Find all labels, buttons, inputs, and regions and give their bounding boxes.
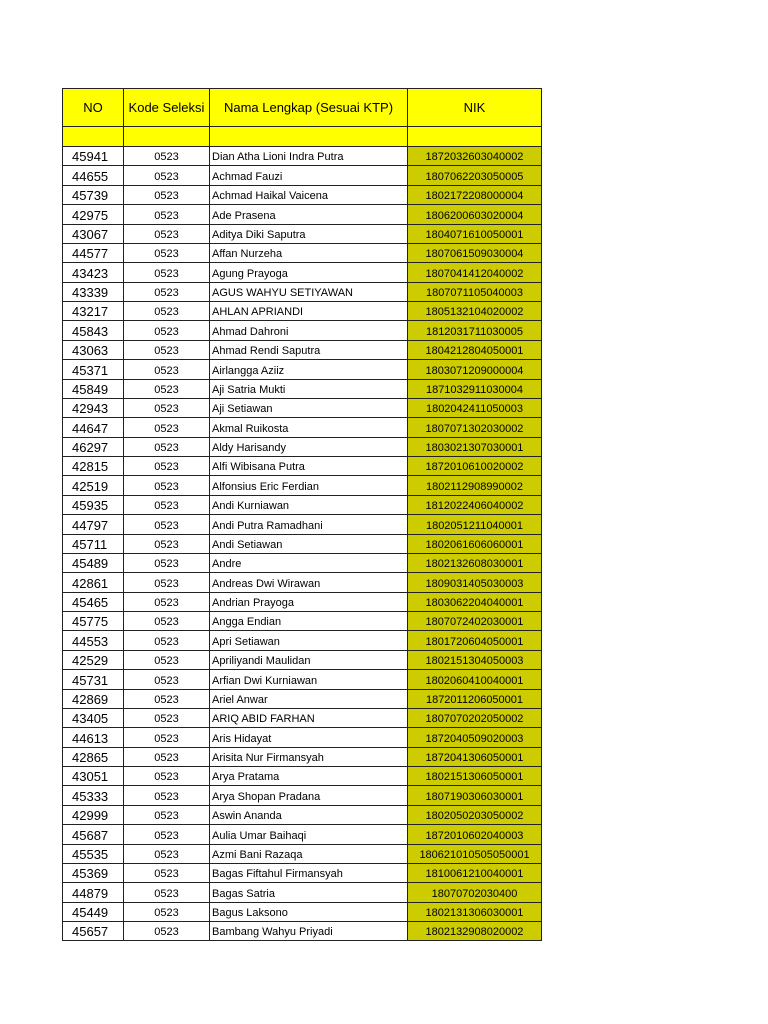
- table-row: [63, 534, 542, 553]
- table-row: [63, 689, 542, 708]
- table-row: [63, 321, 542, 340]
- cell-kode-seleksi[interactable]: 0523: [124, 515, 210, 534]
- cell-kode-seleksi[interactable]: 0523: [124, 689, 210, 708]
- cell-nik[interactable]: 1806200603020004: [408, 205, 542, 224]
- cell-kode-seleksi[interactable]: 0523: [124, 302, 210, 321]
- cell-no[interactable]: 45369: [63, 863, 124, 882]
- cell-kode-seleksi[interactable]: 0523: [124, 457, 210, 476]
- cell-nik[interactable]: 1803062204040001: [408, 592, 542, 611]
- cell-nama[interactable]: Akmal Ruikosta: [210, 418, 408, 437]
- cell-nama[interactable]: Bambang Wahyu Priyadi: [210, 922, 408, 941]
- cell-kode-seleksi[interactable]: 0523: [124, 670, 210, 689]
- cell-nama[interactable]: Achmad Haikal Vaicena: [210, 185, 408, 204]
- table-row: [63, 805, 542, 824]
- cell-no[interactable]: 45333: [63, 786, 124, 805]
- table-row: [63, 863, 542, 882]
- participant-table: [62, 88, 542, 941]
- table-row: [63, 243, 542, 262]
- cell-nama[interactable]: Ahmad Dahroni: [210, 321, 408, 340]
- cell-no[interactable]: 42865: [63, 747, 124, 766]
- cell-kode-seleksi[interactable]: 0523: [124, 147, 210, 166]
- table-row: [63, 147, 542, 166]
- cell-nik[interactable]: 1810061210040001: [408, 863, 542, 882]
- cell-no[interactable]: 42975: [63, 205, 124, 224]
- cell-kode-seleksi[interactable]: 0523: [124, 360, 210, 379]
- cell-kode-seleksi[interactable]: 0523: [124, 418, 210, 437]
- cell-nama[interactable]: Ariel Anwar: [210, 689, 408, 708]
- cell-nik[interactable]: 1802060410040001: [408, 670, 542, 689]
- table-row: [63, 883, 542, 902]
- cell-kode-seleksi[interactable]: 0523: [124, 321, 210, 340]
- cell-nik[interactable]: 1872032603040002: [408, 147, 542, 166]
- cell-nama[interactable]: Andreas Dwi Wirawan: [210, 573, 408, 592]
- cell-kode-seleksi[interactable]: 0523: [124, 495, 210, 514]
- cell-no[interactable]: 45775: [63, 612, 124, 631]
- cell-kode-seleksi[interactable]: 0523: [124, 340, 210, 359]
- table-row: [63, 495, 542, 514]
- cell-nik[interactable]: 1807070202050002: [408, 708, 542, 727]
- cell-no[interactable]: 43217: [63, 302, 124, 321]
- cell-no[interactable]: 44647: [63, 418, 124, 437]
- table-row: [63, 670, 542, 689]
- cell-nik[interactable]: 1872010610020002: [408, 457, 542, 476]
- cell-no[interactable]: 42815: [63, 457, 124, 476]
- cell-nik[interactable]: 1812022406040002: [408, 495, 542, 514]
- cell-kode-seleksi[interactable]: 0523: [124, 553, 210, 572]
- table-row: [63, 767, 542, 786]
- cell-kode-seleksi[interactable]: 0523: [124, 786, 210, 805]
- cell-nik[interactable]: 1802172208000004: [408, 185, 542, 204]
- cell-nik[interactable]: 1804212804050001: [408, 340, 542, 359]
- cell-nama[interactable]: Alfi Wibisana Putra: [210, 457, 408, 476]
- cell-no[interactable]: 42861: [63, 573, 124, 592]
- table-row: [63, 166, 542, 185]
- cell-nama[interactable]: Andi Kurniawan: [210, 495, 408, 514]
- cell-nama[interactable]: Arya Shopan Pradana: [210, 786, 408, 805]
- cell-nama[interactable]: Affan Nurzeha: [210, 243, 408, 262]
- cell-nama[interactable]: AHLAN APRIANDI: [210, 302, 408, 321]
- cell-kode-seleksi[interactable]: 0523: [124, 825, 210, 844]
- cell-no[interactable]: 43405: [63, 708, 124, 727]
- table-row: [63, 786, 542, 805]
- cell-nama[interactable]: Ade Prasena: [210, 205, 408, 224]
- table-row: [63, 612, 542, 631]
- spacer-cell[interactable]: [63, 127, 124, 147]
- cell-kode-seleksi[interactable]: 0523: [124, 805, 210, 824]
- table-row: [63, 573, 542, 592]
- table-row: [63, 922, 542, 941]
- cell-kode-seleksi[interactable]: 0523: [124, 398, 210, 417]
- cell-no[interactable]: 42869: [63, 689, 124, 708]
- cell-nik[interactable]: 1812031711030005: [408, 321, 542, 340]
- cell-no[interactable]: 44879: [63, 883, 124, 902]
- cell-nama[interactable]: Ahmad Rendi Saputra: [210, 340, 408, 359]
- cell-kode-seleksi[interactable]: 0523: [124, 863, 210, 882]
- cell-nama[interactable]: Achmad Fauzi: [210, 166, 408, 185]
- cell-kode-seleksi[interactable]: 0523: [124, 592, 210, 611]
- cell-kode-seleksi[interactable]: 0523: [124, 224, 210, 243]
- cell-nik[interactable]: 1803021307030001: [408, 437, 542, 456]
- cell-kode-seleksi[interactable]: 0523: [124, 728, 210, 747]
- cell-no[interactable]: 45849: [63, 379, 124, 398]
- table-row: [63, 379, 542, 398]
- cell-kode-seleksi[interactable]: 0523: [124, 205, 210, 224]
- cell-kode-seleksi[interactable]: 0523: [124, 437, 210, 456]
- table-row: [63, 476, 542, 495]
- cell-kode-seleksi[interactable]: 0523: [124, 708, 210, 727]
- spacer-cell[interactable]: [124, 127, 210, 147]
- cell-nik[interactable]: 1802151306050001: [408, 767, 542, 786]
- cell-nama[interactable]: Aldy Harisandy: [210, 437, 408, 456]
- table-row: [63, 457, 542, 476]
- cell-nik[interactable]: 1872010602040003: [408, 825, 542, 844]
- cell-kode-seleksi[interactable]: 0523: [124, 747, 210, 766]
- table-row: [63, 747, 542, 766]
- cell-nik[interactable]: 1802050203050002: [408, 805, 542, 824]
- cell-kode-seleksi[interactable]: 0523: [124, 902, 210, 921]
- cell-nik[interactable]: 1801720604050001: [408, 631, 542, 650]
- cell-nama[interactable]: Bagas Fiftahul Firmansyah: [210, 863, 408, 882]
- cell-nik[interactable]: 1872040509020003: [408, 728, 542, 747]
- cell-nama[interactable]: Bagas Satria: [210, 883, 408, 902]
- cell-no[interactable]: 45535: [63, 844, 124, 863]
- cell-kode-seleksi[interactable]: 0523: [124, 166, 210, 185]
- cell-no[interactable]: 44613: [63, 728, 124, 747]
- cell-kode-seleksi[interactable]: 0523: [124, 767, 210, 786]
- cell-nama[interactable]: Aulia Umar Baihaqi: [210, 825, 408, 844]
- cell-no[interactable]: 43067: [63, 224, 124, 243]
- cell-nama[interactable]: Aditya Diki Saputra: [210, 224, 408, 243]
- cell-nama[interactable]: Andi Setiawan: [210, 534, 408, 553]
- cell-nik[interactable]: 18070702030400: [408, 883, 542, 902]
- cell-nama[interactable]: Aris Hidayat: [210, 728, 408, 747]
- header-spacer-row: [63, 127, 542, 147]
- table-row: [63, 263, 542, 282]
- cell-nama[interactable]: Aji Setiawan: [210, 398, 408, 417]
- cell-nik[interactable]: 1803071209000004: [408, 360, 542, 379]
- cell-nik[interactable]: 1802132908020002: [408, 922, 542, 941]
- cell-kode-seleksi[interactable]: 0523: [124, 243, 210, 262]
- cell-nik[interactable]: 1802151304050003: [408, 650, 542, 669]
- table-row: [63, 902, 542, 921]
- table-row: [63, 340, 542, 359]
- cell-nama[interactable]: Apri Setiawan: [210, 631, 408, 650]
- cell-kode-seleksi[interactable]: 0523: [124, 282, 210, 301]
- table-row: [63, 515, 542, 534]
- table-row: [63, 398, 542, 417]
- cell-no[interactable]: 43423: [63, 263, 124, 282]
- cell-nama[interactable]: Arfian Dwi Kurniawan: [210, 670, 408, 689]
- cell-no[interactable]: 42943: [63, 398, 124, 417]
- header-kode-seleksi[interactable]: Kode Seleksi: [124, 89, 210, 127]
- cell-nama[interactable]: AGUS WAHYU SETIYAWAN: [210, 282, 408, 301]
- table-row: [63, 302, 542, 321]
- cell-no[interactable]: 44553: [63, 631, 124, 650]
- cell-no[interactable]: 44577: [63, 243, 124, 262]
- cell-nik[interactable]: 1872011206050001: [408, 689, 542, 708]
- cell-no[interactable]: 45935: [63, 495, 124, 514]
- cell-no[interactable]: 43063: [63, 340, 124, 359]
- spacer-cell[interactable]: [408, 127, 542, 147]
- cell-nik[interactable]: 1802132608030001: [408, 553, 542, 572]
- cell-no[interactable]: 45711: [63, 534, 124, 553]
- cell-nik[interactable]: 1807041412040002: [408, 263, 542, 282]
- cell-nik[interactable]: 1807190306030001: [408, 786, 542, 805]
- table-row: [63, 844, 542, 863]
- cell-nik[interactable]: 1802112908990002: [408, 476, 542, 495]
- cell-nik[interactable]: 1805132104020002: [408, 302, 542, 321]
- cell-nama[interactable]: Angga Endian: [210, 612, 408, 631]
- table-row: [63, 708, 542, 727]
- cell-no[interactable]: 44797: [63, 515, 124, 534]
- table-row: [63, 631, 542, 650]
- cell-no[interactable]: 45843: [63, 321, 124, 340]
- table-row: [63, 224, 542, 243]
- cell-nik[interactable]: 1871032911030004: [408, 379, 542, 398]
- cell-nik[interactable]: 1807062203050005: [408, 166, 542, 185]
- cell-no[interactable]: 45465: [63, 592, 124, 611]
- cell-nama[interactable]: Airlangga Aziiz: [210, 360, 408, 379]
- table-body: [63, 147, 542, 941]
- table-row: [63, 592, 542, 611]
- cell-nik[interactable]: 1802061606060001: [408, 534, 542, 553]
- cell-kode-seleksi[interactable]: 0523: [124, 263, 210, 282]
- cell-nama[interactable]: Andrian Prayoga: [210, 592, 408, 611]
- table-row: [63, 650, 542, 669]
- cell-nik[interactable]: 1807072402030001: [408, 612, 542, 631]
- cell-no[interactable]: 42519: [63, 476, 124, 495]
- table-row: [63, 282, 542, 301]
- cell-no[interactable]: 45657: [63, 922, 124, 941]
- table-row: [63, 360, 542, 379]
- table-header: [63, 89, 542, 147]
- table-row: [63, 418, 542, 437]
- cell-no[interactable]: 45489: [63, 553, 124, 572]
- cell-no[interactable]: 45449: [63, 902, 124, 921]
- cell-nama[interactable]: ARIQ ABID FARHAN: [210, 708, 408, 727]
- header-row: [63, 89, 542, 127]
- cell-nik[interactable]: 1802051211040001: [408, 515, 542, 534]
- cell-kode-seleksi[interactable]: 0523: [124, 631, 210, 650]
- cell-no[interactable]: 42999: [63, 805, 124, 824]
- header-nama-lengkap[interactable]: Nama Lengkap (Sesuai KTP): [210, 89, 408, 127]
- cell-no[interactable]: 43051: [63, 767, 124, 786]
- cell-no[interactable]: 43339: [63, 282, 124, 301]
- cell-kode-seleksi[interactable]: 0523: [124, 844, 210, 863]
- table-row: [63, 553, 542, 572]
- cell-nama[interactable]: Agung Prayoga: [210, 263, 408, 282]
- cell-no[interactable]: 45739: [63, 185, 124, 204]
- table-row: [63, 205, 542, 224]
- cell-nik[interactable]: 1807061509030004: [408, 243, 542, 262]
- cell-nik[interactable]: 1802131306030001: [408, 902, 542, 921]
- cell-no[interactable]: 44655: [63, 166, 124, 185]
- cell-nama[interactable]: Dian Atha Lioni Indra Putra: [210, 147, 408, 166]
- spacer-cell[interactable]: [210, 127, 408, 147]
- table-row: [63, 185, 542, 204]
- table-row: [63, 437, 542, 456]
- cell-kode-seleksi[interactable]: 0523: [124, 476, 210, 495]
- cell-nik[interactable]: 1802042411050003: [408, 398, 542, 417]
- header-no[interactable]: NO: [63, 89, 124, 127]
- cell-kode-seleksi[interactable]: 0523: [124, 379, 210, 398]
- cell-no[interactable]: 42529: [63, 650, 124, 669]
- cell-nama[interactable]: Aji Satria Mukti: [210, 379, 408, 398]
- cell-nama[interactable]: Bagus Laksono: [210, 902, 408, 921]
- cell-kode-seleksi[interactable]: 0523: [124, 534, 210, 553]
- cell-kode-seleksi[interactable]: 0523: [124, 650, 210, 669]
- cell-nama[interactable]: Arisita Nur Firmansyah: [210, 747, 408, 766]
- table-row: [63, 728, 542, 747]
- cell-nama[interactable]: Arya Pratama: [210, 767, 408, 786]
- cell-nik[interactable]: 180621010505050001: [408, 844, 542, 863]
- cell-nik[interactable]: 1807071302030002: [408, 418, 542, 437]
- cell-nik[interactable]: 1804071610050001: [408, 224, 542, 243]
- cell-no[interactable]: 46297: [63, 437, 124, 456]
- cell-nama[interactable]: Azmi Bani Razaqa: [210, 844, 408, 863]
- cell-nik[interactable]: 1809031405030003: [408, 573, 542, 592]
- cell-kode-seleksi[interactable]: 0523: [124, 612, 210, 631]
- cell-nik[interactable]: 1872041306050001: [408, 747, 542, 766]
- cell-nama[interactable]: Alfonsius Eric Ferdian: [210, 476, 408, 495]
- table-row: [63, 825, 542, 844]
- cell-kode-seleksi[interactable]: 0523: [124, 922, 210, 941]
- cell-no[interactable]: 45731: [63, 670, 124, 689]
- header-nik[interactable]: NIK: [408, 89, 542, 127]
- cell-nama[interactable]: Apriliyandi Maulidan: [210, 650, 408, 669]
- cell-no[interactable]: 45941: [63, 147, 124, 166]
- cell-kode-seleksi[interactable]: 0523: [124, 185, 210, 204]
- cell-nama[interactable]: Aswin Ananda: [210, 805, 408, 824]
- cell-no[interactable]: 45687: [63, 825, 124, 844]
- cell-no[interactable]: 45371: [63, 360, 124, 379]
- cell-kode-seleksi[interactable]: 0523: [124, 573, 210, 592]
- cell-nik[interactable]: 1807071105040003: [408, 282, 542, 301]
- cell-kode-seleksi[interactable]: 0523: [124, 883, 210, 902]
- cell-nama[interactable]: Andre: [210, 553, 408, 572]
- cell-nama[interactable]: Andi Putra Ramadhani: [210, 515, 408, 534]
